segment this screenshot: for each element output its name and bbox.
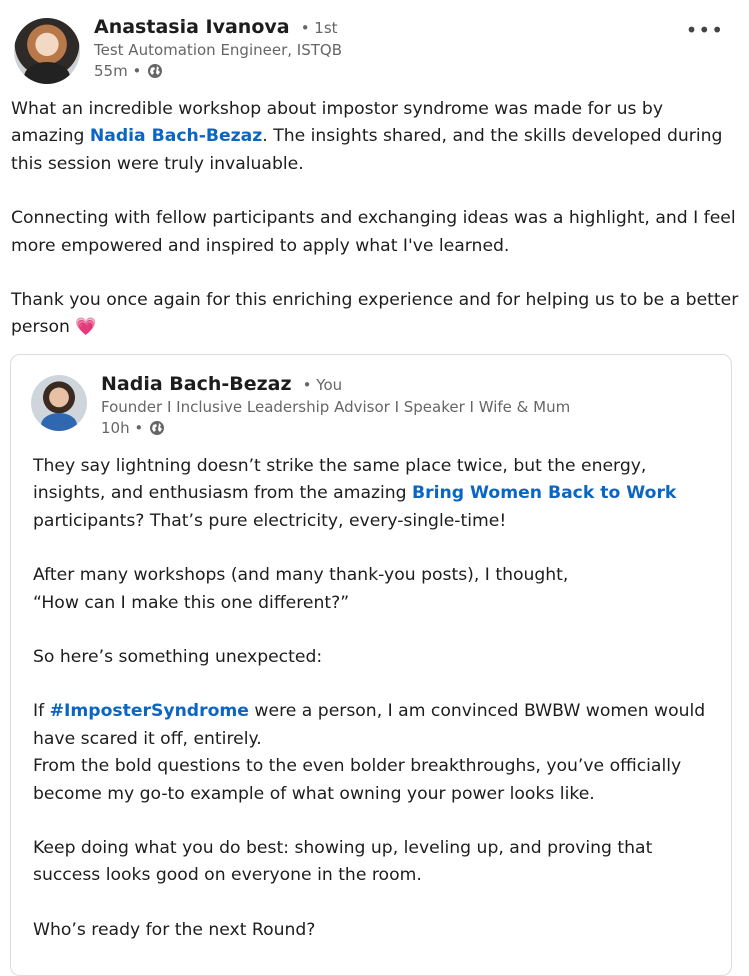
avatar-body-shape [24, 62, 70, 84]
connection-degree: • 1st [300, 19, 338, 37]
shared-text-line: From the bold questions to the even bolder breakthroughs, you’ve officially become my go-to example of what owning your power looks like. [33, 756, 682, 804]
shared-text-segment: They say lightning doesn’t strike the same place twice, but the energy, insights, and enthusiasm from the amazing [33, 456, 647, 504]
shared-text-segment: participants? That’s pure electricity, every-single-time! [33, 510, 507, 531]
shared-text-line: “How can I make this one different?” [33, 592, 350, 613]
shared-post-body [33, 453, 723, 971]
shared-text-line: After many workshops (and many thank-you posts), I thought, [33, 565, 569, 586]
shared-author-avatar[interactable] [31, 375, 87, 431]
shared-author-headline: Founder I Inclusive Leadership Advisor I Speaker I Wife & Mum [101, 398, 571, 416]
heart-emoji-icon: 💗 [75, 317, 97, 338]
shared-paragraph-1 [33, 453, 723, 535]
shared-post-meta [101, 419, 570, 437]
author-name[interactable]: Anastasia Ivanova [94, 16, 290, 38]
shared-author-name[interactable]: Nadia Bach-Bezaz [101, 373, 292, 395]
shared-paragraph-2 [33, 562, 723, 617]
author-avatar[interactable] [14, 18, 80, 84]
mention-link[interactable]: Nadia Bach-Bezaz [89, 126, 263, 147]
shared-post-card[interactable] [10, 354, 732, 976]
post-text-segment: . The insights shared, and the skills developed during this session were truly invaluable. [11, 126, 723, 174]
hashtag-link[interactable]: #ImposterSyndrome [49, 701, 249, 722]
avatar-body-shape [41, 413, 77, 431]
shared-paragraph-4 [33, 698, 723, 808]
more-options-icon[interactable]: ••• [685, 18, 724, 42]
shared-paragraph-5: Keep doing what you do best: showing up, leveling up, and proving that success looks good on everyone in the room. [33, 838, 653, 886]
post-paragraph-1 [11, 96, 739, 178]
post-text-segment: What an incredible workshop about impostor syndrome was made for us by amazing [11, 99, 663, 147]
shared-paragraph-3: So here’s something unexpected: [33, 647, 323, 668]
post-text-segment: Thank you once again for this enriching experience and for helping us to be a better person [11, 290, 739, 338]
shared-author-info [101, 373, 570, 437]
shared-text-segment: If [33, 701, 50, 722]
author-headline: Test Automation Engineer, ISTQB [94, 41, 342, 59]
author-info [94, 16, 342, 80]
post-meta [94, 62, 342, 80]
post-header [14, 16, 734, 86]
post-paragraph-3 [11, 287, 739, 342]
post-time: 55m • [94, 62, 142, 80]
shared-text-segment: were a person, I am convinced BWBW women would have scared it off, entirely. [33, 701, 706, 749]
globe-icon [147, 63, 163, 79]
shared-post-time: 10h • [101, 419, 144, 437]
post-body [11, 96, 739, 369]
globe-icon [149, 420, 165, 436]
post-paragraph-2: Connecting with fellow participants and exchanging ideas was a highlight, and I feel more empowered and inspired to apply what I've learned. [11, 208, 736, 256]
shared-connection-degree: • You [302, 376, 343, 394]
company-link[interactable]: Bring Women Back to Work [412, 483, 677, 504]
shared-paragraph-6: Who’s ready for the next Round? [33, 919, 316, 940]
